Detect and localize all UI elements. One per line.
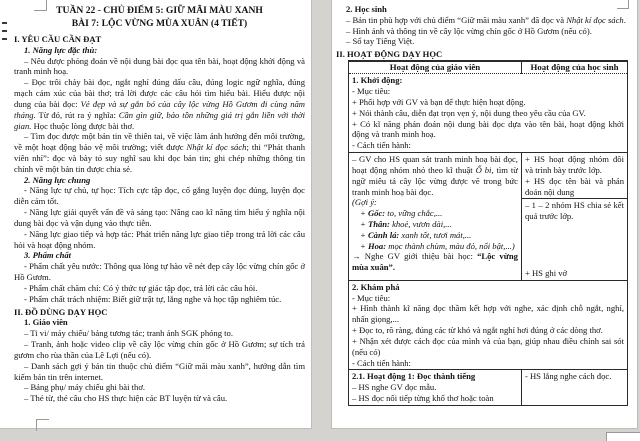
paragraph (14, 393, 305, 404)
crop-mark-top-right (617, 8, 629, 9)
text-run: – Thẻ từ, thẻ câu cho HS thực hiện các BT luyện từ và câu. (24, 393, 228, 404)
student-activity-group (522, 153, 627, 198)
paragraph (352, 336, 624, 358)
text-run: Vẻ đẹp và sự gắn bó của cây lộc vừng Hồ Gươm đi cùng năm tháng. (14, 98, 305, 120)
title-line-1: TUẦN 22 - CHỦ ĐIỂM 5: GIỮ MÃI MÀU XANH (56, 5, 263, 16)
text-run: + Nói thành câu, diễn đạt trọn vẹn ý, nội dung theo yêu cầu của GV. (352, 107, 586, 118)
text-run: + Có kĩ năng phán đoán nội dung bài đọc dựa vào tên bài, hoạt động khởi động và tranh minh hoạ. (352, 118, 624, 140)
paragraph (352, 97, 624, 108)
heading-yeu-cau-can-dat (14, 34, 305, 45)
paragraph (352, 282, 624, 293)
paragraph (525, 176, 624, 198)
table-row (349, 280, 628, 370)
table-row (349, 153, 628, 281)
text-run: - Cách tiến hành: (352, 357, 411, 368)
paragraph (352, 393, 518, 404)
text-run: “Lộc vừng mùa xuân”. (352, 251, 518, 273)
text-run: Từ đó, rút ra ý nghĩa: (35, 109, 119, 120)
text-run: 2. Khám phá (352, 281, 400, 292)
paragraph (525, 200, 624, 222)
table-header-teacher: Hoạt động của giáo viên (349, 61, 522, 74)
text-run: - Phẩm chất yêu nước: Thông qua lòng tự hào về nét đẹp cây lộc vừng chín gốc ở Hồ Gươm. (14, 261, 305, 283)
text-run: ; thi “Phát thanh viên nhí”: đọc và bày tỏ suy nghĩ sau khi đọc bản tin; ghi chép những thông tin chính về một bản tin được chia sẻ. (14, 142, 305, 174)
paragraph (352, 303, 624, 325)
text-run: Cần gìn giữ, bảo tồn những giá trị gắn liền với thời gian. (14, 109, 305, 131)
paragraph (352, 197, 518, 208)
text-run: Cành lá: (367, 229, 400, 240)
text-run: – Ti vi/ máy chiếu/ bảng tương tác; tranh ảnh SGK phóng to. (24, 328, 233, 339)
paragraph (352, 358, 624, 369)
paragraph (352, 325, 624, 336)
text-run: - HS lắng nghe cách đọc. (524, 371, 612, 382)
crop-mark-top-left (34, 10, 47, 11)
paragraph (14, 131, 305, 174)
text-run: Nhật kí đọc sách (186, 142, 247, 153)
paragraph (352, 230, 518, 241)
text-run: → Nghe GV giới thiệu bài học: (352, 251, 478, 262)
text-run: - Phẩm chất chăm chỉ: Có ý thức tự giác tập đọc, trả lời các câu hỏi. (24, 282, 258, 293)
heading-giao-vien (14, 317, 305, 328)
student-activity-group (522, 198, 627, 279)
text-run: Học thuộc lòng được bài thơ. (31, 120, 135, 131)
text-run: 2.1. Hoạt động 1: Đọc thành tiếng (352, 371, 476, 382)
paragraph (352, 241, 518, 252)
heading-hoat-dong-day-hoc (336, 49, 632, 60)
text-run: , tìm từ ngữ miêu tả cây lộc vừng được vẽ trong bức tranh minh hoạ bài đọc. (352, 164, 518, 197)
text-run: xanh tốt, tươi mát,... (399, 229, 472, 240)
text-run: + (360, 240, 368, 251)
page-2 (332, 0, 637, 428)
heading-nang-luc-dac-thu (14, 45, 305, 56)
student-activity-cell (521, 370, 627, 405)
paragraph (336, 36, 632, 47)
paragraph (352, 382, 518, 393)
text-run: - Phẩm chất trách nhiệm: Biết giữ trật tự, lắng nghe và học tập nghiêm túc. (24, 293, 282, 304)
text-run: - Mục tiêu: (352, 86, 391, 97)
paragraph (14, 207, 305, 229)
paragraph (352, 293, 624, 304)
paragraph (14, 185, 305, 207)
text-run: + Hình thành kĩ năng đọc thầm kết hợp với nghe, xác định chỗ ngắt, nghỉ, nhấn giọng,... (352, 303, 624, 325)
student-activity-group (522, 370, 627, 383)
title-line-2: BÀI 7: LỘC VỪNG MÙA XUÂN (4 TIẾT) (71, 17, 248, 29)
text-run: Gốc: (367, 208, 386, 219)
paragraph (525, 154, 624, 176)
text-run: to, vững chắc,... (385, 208, 443, 219)
text-run: - Năng lực giao tiếp và hợp tác: Phát triển năng lực giao tiếp trong trả lời các câu hỏi và hoạt động nhóm. (14, 228, 305, 250)
page-1 (0, 0, 311, 428)
text-run: + (360, 229, 368, 240)
text-run: - Mục tiêu: (352, 292, 391, 303)
text-run: 1. Giáo viên (24, 317, 68, 328)
merged-activity-cell (349, 74, 628, 153)
page-2-content (336, 4, 632, 60)
heading-do-dung-day-hoc (14, 307, 305, 318)
text-run: II. ĐỒ DÙNG DẠY HỌC (14, 306, 108, 317)
margin-dash-mark (2, 22, 7, 24)
paragraph (352, 371, 518, 382)
paragraph (336, 26, 632, 37)
text-run: – Tranh, ảnh hoặc video clip về cây lộc vừng chín gốc ở Hồ Gươm; sự tích trả gươm cho rùa thần của Lê Lợi (nếu có). (14, 339, 305, 360)
text-run: – Danh sách gợi ý bản tin thuộc chủ điểm “Giữ mãi màu xanh”, hướng dẫn tìm kiếm bản tin trên internet. (14, 360, 305, 382)
text-run: + HS hoạt động nhóm đôi và trình bày trước lớp. (524, 154, 624, 175)
paragraph (352, 75, 624, 86)
paragraph (14, 382, 305, 393)
margin-dash-mark (2, 38, 7, 40)
text-run: + HS ghi vở (524, 267, 568, 278)
paragraph (336, 15, 632, 26)
paragraph (14, 229, 305, 251)
text-run: - Năng lực tự chủ, tự học: Tích cực tập đọc, cố gắng luyện đọc đúng, luyện đọc diễn cảm tốt. (14, 185, 305, 207)
text-run: – Sổ tay Tiếng Việt. (346, 36, 415, 47)
text-run: + (360, 208, 368, 219)
text-run: Ổ bi (475, 164, 492, 175)
paragraph (14, 361, 305, 383)
text-run: khoẻ, vươn dài,... (389, 218, 452, 229)
text-run: - Năng lực giải quyết vấn đề và sáng tạo: Nâng cao kĩ năng tìm hiểu ý nghĩa nội dung bài đọc và vận dụng vào thực tiễn. (14, 207, 305, 228)
paragraph (352, 86, 624, 97)
text-run: Nhật kí đọc sách (566, 14, 624, 25)
text-run: . (623, 14, 626, 25)
paragraph (525, 268, 624, 279)
margin-dash-mark (2, 30, 7, 32)
paragraph (14, 261, 305, 283)
table-row (349, 370, 628, 405)
text-run: – Bảng phụ/ máy chiếu ghi bài thơ. (24, 382, 146, 393)
text-run: 3. Phẩm chất (24, 250, 72, 261)
text-run: 1. Khởi động: (352, 75, 403, 86)
text-run: + Đọc to, rõ ràng, đúng các từ khó và ngắt nghỉ hơi đúng ở các dòng thơ. (352, 325, 603, 336)
text-run: – Nêu được phỏng đoán về nội dung bài đọc qua tên bài, hoạt động khởi động và tranh minh hoạ. (14, 55, 305, 77)
paragraph (352, 251, 518, 273)
text-run: – Đọc trôi chảy bài đọc, ngắt nghỉ đúng dấu câu, đúng logic ngữ nghĩa, đúng mạch cảm xúc của bài thơ; trả lời được các câu hỏi tìm hiểu bài. Hiểu được nội dung của bài đọc: (14, 77, 305, 109)
paragraph (352, 108, 624, 119)
merged-activity-cell (349, 280, 628, 370)
text-run: – 1 – 2 nhóm HS chia sẻ kết quả trước lớp. (524, 200, 624, 222)
text-run: – HS nghe GV đọc mẫu. (352, 382, 437, 393)
text-run: – GV cho HS quan sát tranh minh hoạ bài đọc, hoạt động nhóm nhỏ theo kĩ thuật (352, 154, 518, 175)
text-run: I. YÊU CẦU CẦN ĐẠT (14, 33, 102, 44)
paragraph (352, 219, 518, 230)
text-run: (Gợi ý: (352, 197, 377, 208)
teacher-activity-cell (349, 153, 522, 281)
heading-hoc-sinh (336, 4, 632, 15)
table-header-row (349, 61, 628, 74)
crop-mark-bottom-left (36, 419, 37, 431)
student-activity-cell (521, 153, 627, 281)
paragraph (14, 328, 305, 339)
text-run: 1. Năng lực đặc thù: (24, 44, 98, 55)
text-run: Hoa: (367, 240, 387, 251)
paragraph (14, 56, 305, 78)
paragraph (525, 371, 624, 382)
text-run: + (360, 218, 368, 229)
text-run: + HS đọc tên bài và phán đoán nội dung (524, 175, 624, 197)
text-run: + Nhận xét được cách đọc của mình và của bạn, giúp nhau điều chỉnh sai sót (nếu có) (352, 335, 624, 357)
crop-mark-top-left (46, 0, 47, 10)
text-run: – Hình ảnh và thông tin về cây lộc vừng chín gốc ở Hồ Gươm (nếu có). (346, 25, 592, 36)
text-run: – Tìm đọc được một bản tin về thiên tai, về việc làm ảnh hưởng đến môi trường, về một hoạt động bảo vệ môi trường; viết được (14, 131, 305, 153)
text-run: - Cách tiến hành: (352, 140, 411, 151)
activities-table (348, 60, 628, 406)
text-run: + Phối hợp với GV và bạn để thực hiện hoạt động. (352, 96, 526, 107)
paragraph (14, 77, 305, 131)
paragraph (352, 208, 518, 219)
table-header-student: Hoạt động của học sinh (521, 61, 627, 74)
document-title (14, 5, 305, 31)
table-row (349, 74, 628, 153)
text-run: Thân: (367, 218, 390, 229)
text-run: mọc thành chùm, màu đỏ, nổi bật,...) (386, 240, 515, 251)
heading-nang-luc-chung (14, 175, 305, 186)
paragraph (352, 154, 518, 197)
paragraph (14, 294, 305, 305)
text-run: – Bản tin phù hợp với chủ điểm “Giữ mãi màu xanh” đã đọc và (346, 14, 567, 25)
text-run: 2. Năng lực chung (24, 174, 91, 185)
paragraph (14, 339, 305, 361)
text-run: II. HOẠT ĐỘNG DẠY HỌC (336, 49, 443, 60)
heading-pham-chat (14, 250, 305, 261)
paragraph (352, 140, 624, 151)
text-run: 2. Học sinh (346, 4, 387, 14)
text-run: – HS đọc nối tiếp từng khổ thơ hoặc toàn (352, 393, 494, 404)
paragraph (352, 119, 624, 141)
paragraph (14, 283, 305, 294)
page-1-content (14, 34, 305, 404)
crop-mark-bottom-left (36, 419, 49, 420)
teacher-activity-cell (349, 370, 522, 405)
